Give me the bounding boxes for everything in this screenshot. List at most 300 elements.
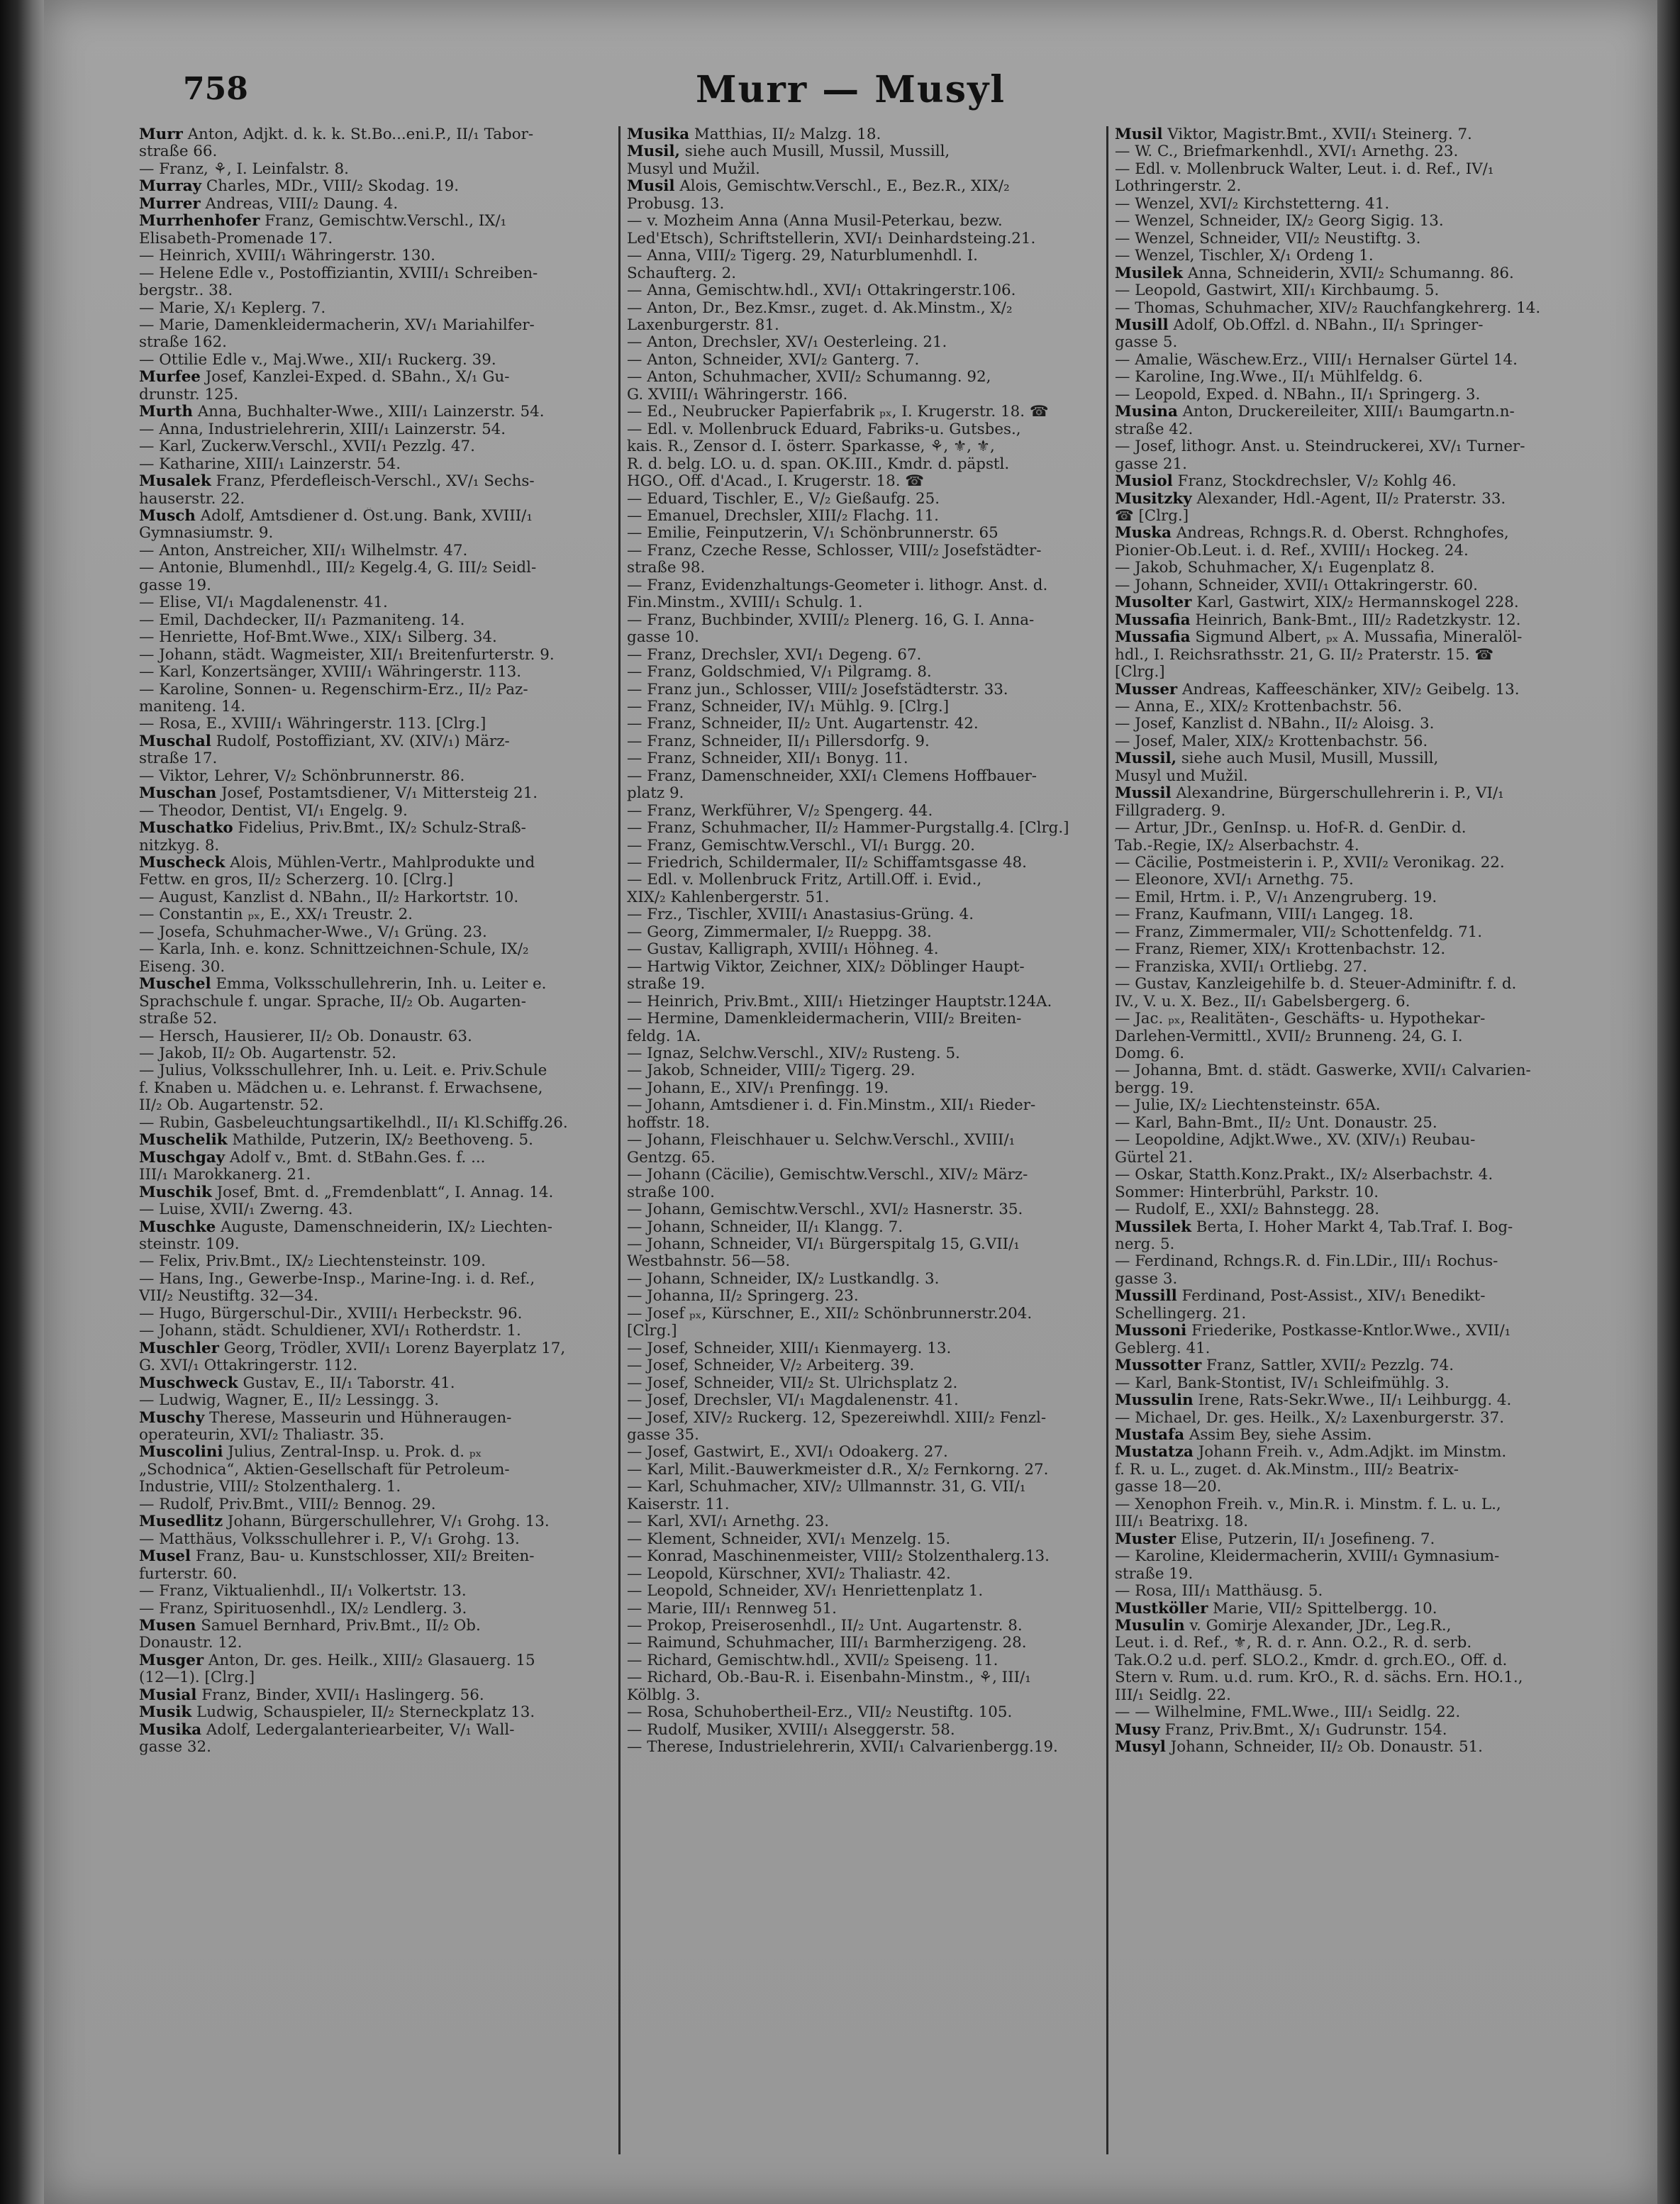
directory-entry-line xyxy=(139,785,606,802)
directory-entry-line xyxy=(139,1219,606,1236)
entry-details: — Johann, Amtsdiener i. d. Fin.Minstm., XII/₁ Rieder- xyxy=(627,1097,1036,1115)
entry-details: gasse 10. xyxy=(627,629,699,647)
entry-details: — Julie, IX/₂ Liechtensteinstr. 65A. xyxy=(1115,1097,1381,1115)
entry-details: — Jakob, Schneider, VIII/₂ Tigerg. 29. xyxy=(627,1062,916,1080)
directory-entry-line xyxy=(627,1150,1094,1167)
directory-entry-line xyxy=(139,1548,606,1565)
entry-details: Johann Freih. v., Adm.Adjkt. im Minstm. xyxy=(1193,1444,1507,1462)
entry-details: nitzkyg. 8. xyxy=(139,837,220,855)
entry-details: — Karl, Konzertsänger, XVIII/₁ Währingerstr. 113. xyxy=(139,664,522,681)
entry-details: — Franz, Evidenzhaltungs-Geometer i. lithogr. Anst. d. xyxy=(627,577,1048,594)
entry-details: — August, Kanzlist d. NBahn., II/₂ Harkortstr. 10. xyxy=(139,889,519,906)
entry-details: hoffstr. 18. xyxy=(627,1114,710,1132)
entry-details: — Josef, Schneider, VII/₂ St. Ulrichsplatz 2. xyxy=(627,1374,958,1392)
directory-entry-line xyxy=(1115,994,1557,1011)
entry-surname: Mussulin xyxy=(1115,1392,1194,1410)
directory-entry-line xyxy=(1115,369,1557,386)
entry-details: Heinrich, Bank-Bmt., III/₂ Radetzkystr. 12. xyxy=(1190,611,1521,629)
directory-entry-line xyxy=(139,1323,606,1340)
entry-details: — Ottilie Edle v., Maj.Wwe., XII/₁ Ruckerg. 39. xyxy=(139,351,496,369)
directory-entry-line xyxy=(139,906,606,923)
entry-surname: Mussoni xyxy=(1115,1323,1187,1340)
entry-details: Gentzg. 65. xyxy=(627,1149,716,1167)
directory-entry-line xyxy=(627,1201,1094,1218)
entry-details: Andreas, Rchngs.R. d. Oberst. Rchnghofes, xyxy=(1171,525,1509,542)
entry-details: G. XVI/₁ Ottakringerstr. 112. xyxy=(139,1357,358,1375)
entry-surname: Murrer xyxy=(139,195,201,213)
directory-entry-line xyxy=(1115,1062,1557,1079)
directory-entry-line xyxy=(627,178,1094,195)
directory-entry-line xyxy=(627,491,1094,508)
directory-entry-line xyxy=(627,1635,1094,1652)
entry-details: — Anna, Gemischtw.hdl., XVI/₁ Ottakringerstr.106. xyxy=(627,282,1016,300)
entry-surname: Muschler xyxy=(139,1340,219,1357)
entry-details: Industrie, VIII/₂ Stolzenthalerg. 1. xyxy=(139,1479,401,1496)
directory-entry-line xyxy=(1115,1739,1557,1756)
entry-details: — Franz, Schneider, XII/₁ Bonyg. 11. xyxy=(627,750,908,768)
entry-details: siehe auch Musil, Musill, Mussill, xyxy=(1176,750,1439,768)
entry-details: — Klement, Schneider, XVI/₁ Menzelg. 15. xyxy=(627,1530,951,1548)
directory-column-1 xyxy=(139,126,606,2161)
directory-entry-line xyxy=(1115,178,1557,195)
entry-details: — Raimund, Schuhmacher, III/₁ Barmherzigeng. 28. xyxy=(627,1635,1027,1652)
entry-surname: Musitzky xyxy=(1115,490,1192,508)
entry-details: — Julius, Volksschullehrer, Inh. u. Leit. e. Priv.Schule xyxy=(139,1062,547,1080)
entry-details: — Karl, Bank-Stontist, IV/₁ Schleifmühlg. 3. xyxy=(1115,1374,1450,1392)
entry-surname: Mussill xyxy=(1115,1288,1177,1306)
directory-entry-line xyxy=(627,213,1094,230)
directory-entry-line xyxy=(1115,872,1557,889)
entry-details: Fin.Minstm., XVIII/₁ Schulg. 1. xyxy=(627,594,863,612)
entry-details: — Heinrich, Priv.Bmt., XIII/₁ Hietzinger Hauptstr.124A. xyxy=(627,993,1052,1011)
directory-entry-line xyxy=(627,803,1094,820)
entry-surname: Muschgay xyxy=(139,1149,226,1167)
directory-entry-line xyxy=(1115,1028,1557,1045)
entry-details: — Franz, Riemer, XIX/₁ Krottenbachstr. 12. xyxy=(1115,941,1446,959)
entry-details: — Anton, Schneider, XVI/₂ Ganterg. 7. xyxy=(627,351,920,369)
directory-entry-line xyxy=(139,1097,606,1114)
directory-entry-line xyxy=(139,1306,606,1323)
entry-surname: Musik xyxy=(139,1704,192,1722)
directory-entry-line xyxy=(1115,1080,1557,1097)
entry-surname: Muschik xyxy=(139,1184,212,1201)
entry-details: — Josef, Schneider, V/₂ Arbeiterg. 39. xyxy=(627,1357,915,1375)
directory-entry-line xyxy=(139,560,606,577)
entry-details: — Anton, Schuhmacher, XVII/₂ Schumanng. 92, xyxy=(627,369,991,386)
entry-details: G. XVIII/₁ Währingerstr. 166. xyxy=(627,386,848,403)
directory-entry-line xyxy=(139,126,606,143)
entry-surname: Mustatza xyxy=(1115,1444,1194,1462)
directory-entry-line xyxy=(627,334,1094,351)
directory-entry-line xyxy=(627,265,1094,282)
directory-entry-line xyxy=(139,681,606,699)
entry-surname: Musiol xyxy=(1115,473,1173,491)
directory-entry-line xyxy=(1115,1150,1557,1167)
directory-entry-line xyxy=(139,491,606,508)
entry-details: — Rosa, E., XVIII/₁ Währingerstr. 113. [Clrg.] xyxy=(139,716,486,733)
entry-details: — Rudolf, Musiker, XVIII/₁ Alseggerstr. 58. xyxy=(627,1721,955,1739)
directory-entry-line xyxy=(1115,733,1557,750)
directory-entry-line xyxy=(627,1219,1094,1236)
entry-details: Tab.-Regie, IX/₂ Alserbachstr. 4. xyxy=(1115,837,1359,855)
directory-entry-line xyxy=(627,1618,1094,1635)
entry-details: Geblerg. 41. xyxy=(1115,1340,1211,1357)
entry-details: Samuel Bernhard, Priv.Bmt., II/₂ Ob. xyxy=(196,1617,481,1635)
entry-details: Franz, Stockdrechsler, V/₂ Kohlg 46. xyxy=(1172,473,1457,491)
entry-details: Franz, Pferdefleisch-Verschl., XV/₁ Sechs- xyxy=(211,473,535,491)
directory-entry-line xyxy=(139,1687,606,1704)
entry-details: Karl, Gastwirt, XIX/₂ Hermannskogel 228. xyxy=(1191,594,1519,612)
directory-entry-line xyxy=(627,872,1094,889)
entry-details: kais. R., Zensor d. I. österr. Sparkasse, ⚘, ⚜, ⚜, xyxy=(627,438,995,456)
directory-entry-line xyxy=(139,1479,606,1496)
directory-entry-line xyxy=(1115,438,1557,455)
directory-entry-line xyxy=(627,1340,1094,1357)
directory-entry-line xyxy=(1115,803,1557,820)
directory-entry-line xyxy=(1115,681,1557,699)
directory-entry-line xyxy=(139,1271,606,1288)
directory-entry-line xyxy=(1115,1462,1557,1479)
entry-details: — Rubin, Gasbeleuchtungsartikelhdl., II/₁ Kl.Schiffg.26. xyxy=(139,1114,568,1132)
directory-entry-line xyxy=(1115,1635,1557,1652)
entry-details: — Josef, lithogr. Anst. u. Steindruckerei, XV/₁ Turner- xyxy=(1115,438,1525,456)
directory-entry-line xyxy=(1115,508,1557,525)
entry-details: Adolf, Ob.Offzl. d. NBahn., II/₁ Springer- xyxy=(1168,316,1484,334)
entry-details: Alois, Mühlen-Vertr., Mahlprodukte und xyxy=(225,855,535,872)
directory-entry-line xyxy=(139,1652,606,1669)
entry-details: — Anna, VIII/₂ Tigerg. 29, Naturblumenhdl. I. xyxy=(627,247,978,265)
directory-entry-line xyxy=(627,1357,1094,1374)
entry-details: — Emilie, Feinputzerin, V/₁ Schönbrunnerstr. 65 xyxy=(627,525,998,542)
directory-entry-line xyxy=(627,924,1094,941)
directory-entry-line xyxy=(139,143,606,160)
directory-entry-line xyxy=(627,855,1094,872)
entry-details: — Johanna, Bmt. d. städt. Gaswerke, XVII/₁ Calvarien- xyxy=(1115,1062,1531,1080)
directory-entry-line xyxy=(1115,1184,1557,1201)
directory-entry-line xyxy=(627,1062,1094,1079)
entry-surname: Murray xyxy=(139,178,202,196)
directory-entry-line xyxy=(1115,1306,1557,1323)
directory-entry-line xyxy=(1115,1722,1557,1739)
entry-details: Johann, Bürgerschullehrer, V/₁ Grohg. 13. xyxy=(223,1513,550,1531)
entry-details: drunstr. 125. xyxy=(139,386,239,403)
directory-entry-line xyxy=(139,1150,606,1167)
directory-entry-line xyxy=(627,768,1094,785)
entry-details: Laxenburgerstr. 81. xyxy=(627,316,779,334)
directory-entry-line xyxy=(1115,594,1557,611)
directory-entry-line xyxy=(627,230,1094,247)
entry-details: HGO., Off. d'Acad., I. Krugerstr. 18. ☎ xyxy=(627,473,924,491)
directory-entry-line xyxy=(1115,1479,1557,1496)
entry-details: Tak.O.2 u.d. perf. SLO.2., Kmdr. d. grch.EO., Off. d. xyxy=(1115,1652,1508,1669)
entry-details: Anton, Adjkt. d. k. k. St.Bo...eni.P., II/₁ Tabor- xyxy=(182,126,534,143)
entry-details: — Josefa, Schuhmacher-Wwe., V/₁ Grüng. 23. xyxy=(139,923,487,941)
entry-details: operateurin, XVI/₂ Thaliastr. 35. xyxy=(139,1426,384,1444)
entry-details: III/₁ Beatrixg. 18. xyxy=(1115,1513,1249,1531)
directory-entry-line xyxy=(139,1115,606,1132)
entry-details: — Franz, Drechsler, XVI/₁ Degeng. 67. xyxy=(627,646,922,664)
directory-entry-line xyxy=(627,733,1094,750)
entry-details: II/₂ Ob. Augartenstr. 52. xyxy=(139,1097,324,1115)
entry-details: Anton, Druckereileiter, XIII/₁ Baumgartn.n- xyxy=(1177,403,1515,421)
directory-entry-line xyxy=(627,352,1094,369)
directory-entry-line xyxy=(1115,213,1557,230)
entry-details: — Emil, Dachdecker, II/₁ Pazmaniteng. 14. xyxy=(139,611,465,629)
directory-entry-line xyxy=(627,906,1094,923)
directory-entry-line xyxy=(1115,1669,1557,1686)
entry-details: straße 52. xyxy=(139,1011,218,1028)
entry-surname: Musyl xyxy=(1115,1739,1166,1757)
entry-details: — Wenzel, Schneider, IX/₂ Georg Sigig. 13. xyxy=(1115,213,1444,230)
entry-details: furterstr. 60. xyxy=(139,1565,238,1583)
entry-details: Josef, Postamtsdiener, V/₁ Mittersteig 21. xyxy=(216,785,538,803)
entry-details: bergg. 19. xyxy=(1115,1079,1194,1097)
directory-entry-line xyxy=(627,681,1094,699)
entry-details: Musyl und Mužil. xyxy=(1115,767,1248,785)
entry-details: Johann, Schneider, II/₂ Ob. Donaustr. 51. xyxy=(1165,1739,1483,1757)
entry-details: Schaufterg. 2. xyxy=(627,265,737,282)
entry-details: — Konrad, Maschinenmeister, VIII/₂ Stolzenthalerg.13. xyxy=(627,1548,1050,1566)
entry-details: — Luise, XVII/₁ Zwerng. 43. xyxy=(139,1201,353,1219)
entry-details: — Richard, Gemischtw.hdl., XVII/₂ Speiseng. 11. xyxy=(627,1652,998,1669)
entry-surname: Musch xyxy=(139,507,196,525)
entry-details: Matthias, II/₂ Malzg. 18. xyxy=(689,126,881,143)
directory-entry-line xyxy=(139,369,606,386)
entry-details: — Edl. v. Mollenbruck Fritz, Artill.Off. i. Evid., xyxy=(627,872,982,889)
entry-details: Adolf v., Bmt. d. StBahn.Ges. f. ... xyxy=(225,1149,486,1167)
entry-details: — Rosa, III/₁ Matthäusg. 5. xyxy=(1115,1583,1323,1601)
directory-entry-line xyxy=(627,282,1094,299)
entry-details: III/₁ Marokkanerg. 21. xyxy=(139,1167,311,1184)
entry-details: Eiseng. 30. xyxy=(139,958,226,976)
directory-entry-line xyxy=(627,577,1094,594)
entry-surname: Musil xyxy=(627,178,675,196)
directory-entry-line xyxy=(1115,1652,1557,1669)
entry-details: Ludwig, Schauspieler, II/₂ Sterneckplatz 13. xyxy=(191,1704,535,1722)
entry-surname: Muschweck xyxy=(139,1374,238,1392)
directory-entry-line xyxy=(139,1062,606,1079)
entry-surname: Musy xyxy=(1115,1721,1160,1739)
directory-entry-line xyxy=(139,1167,606,1184)
entry-details: — Marie, X/₁ Keplerg. 7. xyxy=(139,299,326,317)
entry-details: — Karoline, Sonnen- u. Regenschirm-Erz., II/₂ Paz- xyxy=(139,681,528,699)
directory-entry-line xyxy=(627,941,1094,958)
directory-entry-line xyxy=(627,629,1094,646)
directory-entry-line xyxy=(1115,1201,1557,1218)
directory-entry-line xyxy=(1115,1704,1557,1721)
entry-details: Mathilde, Putzerin, IX/₂ Beethoveng. 5. xyxy=(227,1132,533,1150)
directory-entry-line xyxy=(1115,1583,1557,1600)
directory-entry-line xyxy=(139,855,606,872)
directory-entry-line xyxy=(1115,161,1557,178)
directory-entry-line xyxy=(139,941,606,958)
entry-details: — v. Mozheim Anna (Anna Musil-Peterkau, bezw. xyxy=(627,213,1003,230)
directory-entry-line xyxy=(627,1097,1094,1114)
entry-details: — Hermine, Damenkleidermacherin, VIII/₂ Breiten- xyxy=(627,1011,1022,1028)
directory-entry-line xyxy=(1115,1340,1557,1357)
entry-details: — Franz jun., Schlosser, VIII/₂ Josefstädterstr. 33. xyxy=(627,681,1008,699)
entry-details: — Leopold, Kürschner, XVI/₂ Thaliastr. 42. xyxy=(627,1565,951,1583)
directory-entry-line xyxy=(1115,941,1557,958)
entry-details: — Jakob, Schuhmacher, X/₁ Eugenplatz 8. xyxy=(1115,560,1435,577)
entry-details: Stern v. Rum. u.d. rum. KrO., R. d. sächs. Ern. HO.1., xyxy=(1115,1669,1523,1687)
directory-entry-line xyxy=(627,1375,1094,1392)
directory-entry-line xyxy=(627,1444,1094,1461)
directory-entry-line xyxy=(1115,143,1557,160)
entry-surname: Muscolini xyxy=(139,1444,223,1462)
directory-entry-line xyxy=(627,820,1094,837)
entry-details: ☎ [Clrg.] xyxy=(1115,507,1189,525)
entry-details: „Schodnica“, Aktien-Gesellschaft für Petroleum- xyxy=(139,1461,510,1479)
entry-details: — Leopold, Gastwirt, XII/₁ Kirchbaumg. 5. xyxy=(1115,282,1440,300)
directory-entry-line xyxy=(139,889,606,906)
directory-entry-line xyxy=(627,716,1094,733)
directory-entry-line xyxy=(139,421,606,438)
entry-details: Franz, Gemischtw.Verschl., IX/₁ xyxy=(260,213,507,230)
entry-details: — Josef, Gastwirt, E., XVI/₁ Odoakerg. 27. xyxy=(627,1444,948,1462)
directory-entry-line xyxy=(627,1462,1094,1479)
directory-entry-line xyxy=(139,161,606,178)
directory-entry-line xyxy=(627,612,1094,629)
directory-entry-line xyxy=(139,525,606,542)
entry-details: — Karl, Bahn-Bmt., II/₂ Unt. Donaustr. 25. xyxy=(1115,1114,1437,1132)
entry-details: — Frz., Tischler, XVIII/₁ Anastasius-Grüng. 4. xyxy=(627,906,974,924)
directory-entry-line xyxy=(1115,317,1557,334)
directory-entry-line xyxy=(139,508,606,525)
directory-entry-line xyxy=(139,1635,606,1652)
entry-surname: Musel xyxy=(139,1548,191,1566)
directory-entry-line xyxy=(139,300,606,317)
entry-details: Georg, Trödler, XVII/₁ Lorenz Bayerplatz 17, xyxy=(218,1340,566,1357)
entry-details: Andreas, VIII/₂ Daung. 4. xyxy=(200,195,399,213)
directory-entry-line xyxy=(139,803,606,820)
entry-details: Irene, Rats-Sekr.Wwe., II/₁ Leihburgg. 4. xyxy=(1193,1392,1512,1410)
entry-details: — Oskar, Statth.Konz.Prakt., IX/₂ Alserbachstr. 4. xyxy=(1115,1167,1493,1184)
entry-details: platz 9. xyxy=(627,785,684,803)
directory-entry-line xyxy=(1115,542,1557,560)
directory-entry-line xyxy=(1115,196,1557,213)
page-number: 758 xyxy=(183,71,248,107)
entry-details: — Johann, E., XIV/₁ Prenfingg. 19. xyxy=(627,1079,889,1097)
directory-entry-line xyxy=(139,438,606,455)
directory-entry-line xyxy=(139,1566,606,1583)
directory-entry-line xyxy=(1115,1566,1557,1583)
directory-entry-line xyxy=(627,369,1094,386)
entry-details: III/₁ Seidlg. 22. xyxy=(1115,1686,1231,1704)
directory-entry-line xyxy=(627,473,1094,490)
entry-details: Franz, Binder, XVII/₁ Haslingerg. 56. xyxy=(196,1686,484,1704)
entry-details: — Hartwig Viktor, Zeichner, XIX/₂ Döblinger Haupt- xyxy=(627,958,1025,976)
entry-surname: Murth xyxy=(139,403,193,421)
directory-entry-line xyxy=(1115,577,1557,594)
directory-entry-line xyxy=(1115,265,1557,282)
directory-column-3 xyxy=(1115,126,1557,2161)
entry-details: [Clrg.] xyxy=(1115,664,1165,681)
directory-entry-line xyxy=(627,1722,1094,1739)
entry-details: gasse 19. xyxy=(139,577,211,594)
entry-details: gasse 21. xyxy=(1115,455,1187,473)
entry-details: — Johann, Schneider, II/₁ Klangg. 7. xyxy=(627,1218,903,1236)
entry-surname: Musser xyxy=(1115,681,1178,699)
directory-entry-line xyxy=(627,1427,1094,1444)
entry-surname: Musill xyxy=(1115,316,1169,334)
entry-details: — Edl. v. Mollenbruck Eduard, Fabriks-u. Gutsbes., xyxy=(627,421,1021,438)
directory-entry-line xyxy=(627,560,1094,577)
directory-entry-line xyxy=(627,300,1094,317)
directory-entry-line xyxy=(1115,126,1557,143)
directory-entry-line xyxy=(627,1253,1094,1270)
entry-surname: Muschel xyxy=(139,976,211,994)
entry-details: — Gustav, Kanzleigehilfe b. d. Steuer-Adminiftr. f. d. xyxy=(1115,976,1517,994)
directory-entry-line xyxy=(139,230,606,247)
directory-entry-line xyxy=(1115,664,1557,681)
entry-details: — Wenzel, Schneider, VII/₂ Neustiftg. 3. xyxy=(1115,230,1421,247)
entry-surname: Muschal xyxy=(139,733,211,750)
entry-details: — Heinrich, XVIII/₁ Währingerstr. 130. xyxy=(139,247,435,265)
directory-entry-line xyxy=(1115,837,1557,855)
directory-entry-line xyxy=(627,1045,1094,1062)
entry-details: — Franz, Werkführer, V/₂ Spengerg. 44. xyxy=(627,802,933,820)
directory-entry-line xyxy=(139,664,606,681)
directory-entry-line xyxy=(139,196,606,213)
entry-details: — Marie, III/₁ Rennweg 51. xyxy=(627,1600,837,1618)
entry-details: Probusg. 13. xyxy=(627,195,725,213)
entry-surname: Musial xyxy=(139,1686,197,1704)
directory-entry-line xyxy=(139,1132,606,1149)
directory-entry-line xyxy=(139,716,606,733)
directory-entry-line xyxy=(139,1704,606,1721)
entry-details: (12—1). [Clrg.] xyxy=(139,1669,255,1687)
directory-entry-line xyxy=(627,1739,1094,1756)
entry-surname: Mustafa xyxy=(1115,1426,1185,1444)
entry-details: gasse 35. xyxy=(627,1426,699,1444)
directory-entry-line xyxy=(627,889,1094,906)
directory-entry-line xyxy=(139,1080,606,1097)
directory-entry-line xyxy=(139,768,606,785)
entry-details: Gustav, E., II/₁ Taborstr. 41. xyxy=(238,1374,455,1392)
entry-details: — Leopold, Schneider, XV/₁ Henriettenplatz 1. xyxy=(627,1583,984,1601)
entry-details: — Franz, Schuhmacher, II/₂ Hammer-Purgstallg.4. [Clrg.] xyxy=(627,820,1069,837)
entry-details: — Franz, Spirituosenhdl., IX/₂ Lendlerg. 3. xyxy=(139,1600,467,1618)
entry-surname: Musen xyxy=(139,1617,196,1635)
directory-entry-line xyxy=(627,1513,1094,1530)
entry-details: — Ludwig, Wagner, E., II/₂ Lessingg. 3. xyxy=(139,1392,440,1410)
directory-entry-line xyxy=(627,664,1094,681)
directory-entry-line xyxy=(1115,1618,1557,1635)
entry-details: — Karl, Milit.-Bauwerkmeister d.R., X/₂ Fernkorng. 27. xyxy=(627,1461,1049,1479)
directory-entry-line xyxy=(139,265,606,282)
entry-details: — Franz, Schneider, II/₁ Pillersdorfg. 9. xyxy=(627,733,930,750)
entry-details: Alexandrine, Bürgerschullehrerin i. P., VI/₁ xyxy=(1171,785,1504,803)
entry-details: — Johann, Schneider, IX/₂ Lustkandlg. 3. xyxy=(627,1270,940,1288)
entry-details: Domg. 6. xyxy=(1115,1045,1185,1063)
directory-entry-line xyxy=(627,1132,1094,1149)
entry-details: — Anton, Dr., Bez.Kmsr., zuget. d. Ak.Minstm., X/₂ xyxy=(627,299,1013,317)
entry-surname: Mussil xyxy=(1115,785,1172,803)
directory-entry-line xyxy=(627,1566,1094,1583)
book-spine-shadow xyxy=(0,0,44,2204)
entry-details: f. Knaben u. Mädchen u. e. Lehranst. f. Erwachsene, xyxy=(139,1079,543,1097)
directory-entry-line xyxy=(1115,1236,1557,1253)
directory-entry-line xyxy=(139,594,606,611)
entry-details: Anton, Dr. ges. Heilk., XIII/₂ Glasauerg. 15 xyxy=(204,1652,535,1669)
entry-details: Therese, Masseurin und Hühneraugen- xyxy=(204,1409,512,1427)
directory-entry-line xyxy=(139,352,606,369)
directory-entry-line xyxy=(139,924,606,941)
entry-details: straße 100. xyxy=(627,1184,715,1201)
directory-entry-line xyxy=(627,386,1094,403)
entry-details: — Georg, Zimmermaler, I/₂ Rueppg. 38. xyxy=(627,923,932,941)
